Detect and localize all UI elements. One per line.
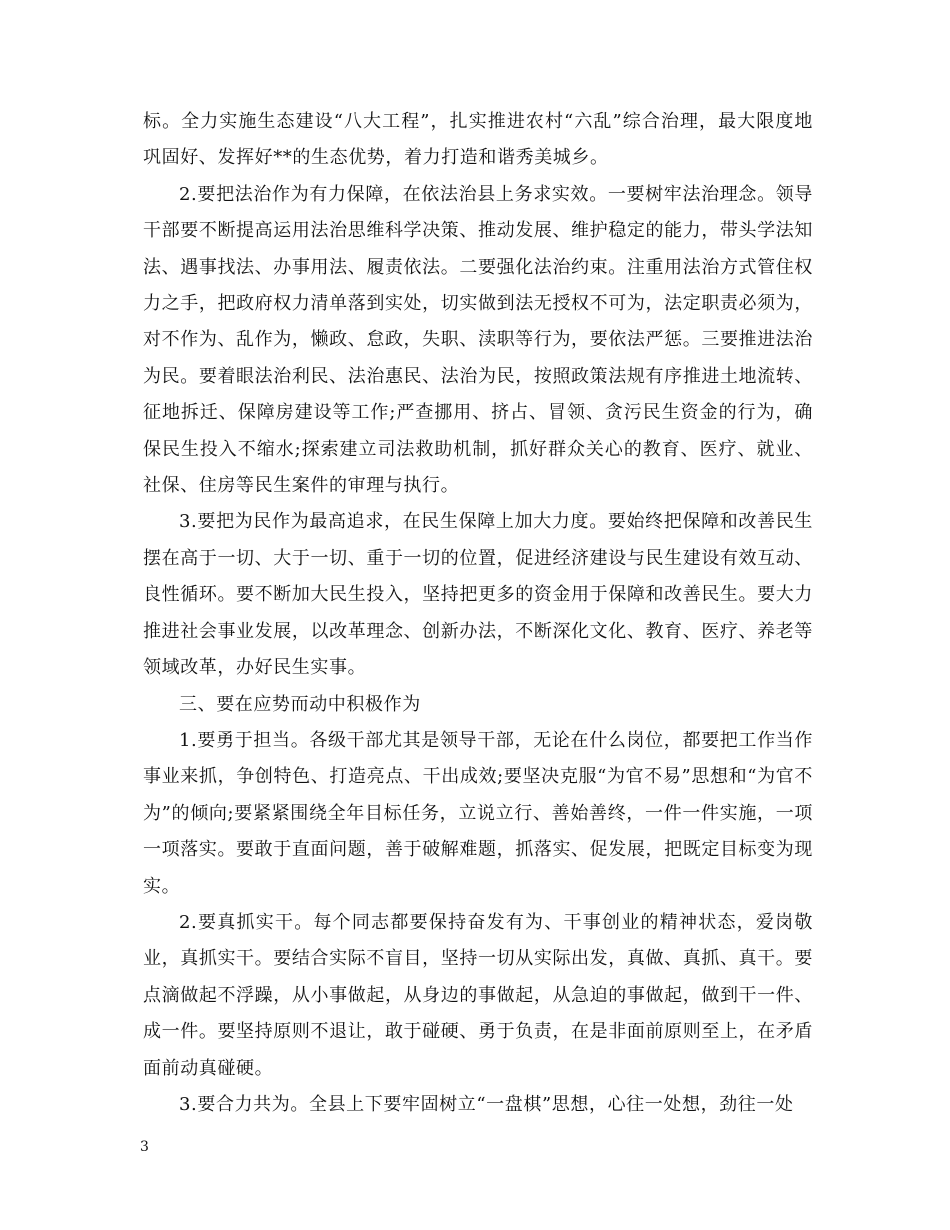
section-heading-3: 三、要在应势而动中积极作为 <box>179 693 421 715</box>
body-text <box>143 104 813 1123</box>
paragraph-responsibility: 1.要勇于担当。各级干部尤其是领导干部，无论在什么岗位，都要把工作当作事业来抓，争创特色、打造亮点、干出成效;要坚决克服“为官不易”思想和“为官不为”的倾向;要紧紧围绕全年目标任务，立说立行、善始善终，一件一件实施，一项一项落实。要敢于直面问题，善于破解难题，抓落实、促发展，把既定目标变为现实。 <box>143 729 813 897</box>
paragraph-rule-of-law: 2.要把法治作为有力保障，在依法治县上务求实效。一要树牢法治理念。领导干部要不断提高运用法治思维科学决策、推动发展、维护稳定的能力，带头学法知法、遇事找法、办事用法、履责依法。二要强化法治约束。注重用法治方式管住权力之手，把政府权力清单落到实处，切实做到法无授权不可为，法定职责必须为，对不作为、乱作为，懒政、怠政，失职、渎职等行为，要依法严惩。三要推进法治为民。要着眼法治利民、法治惠民、法治为民，按照政策法规有序推进土地流转、征地拆迁、保障房建设等工作;严查挪用、挤占、冒领、贪污民生资金的行为，确保民生投入不缩水;探索建立司法救助机制，抓好群众关心的教育、医疗、就业、社保、住房等民生案件的审理与执行。 <box>143 183 813 497</box>
page-number: 3 <box>140 1139 149 1155</box>
paragraph-continuation: 标。全力实施生态建设“八大工程”，扎实推进农村“六乱”综合治理，最大限度地巩固好、发挥好**的生态优势，着力打造和谐秀美城乡。 <box>143 111 813 169</box>
paragraph-joint-effort: 3.要合力共为。全县上下要牢固树立“一盘棋”思想，心往一处想，劲往一处 <box>179 1093 794 1115</box>
paragraph-hard-work: 2.要真抓实干。每个同志都要保持奋发有为、干事创业的精神状态，爱岗敬业，真抓实干。要结合实际不盲目，坚持一切从实际出发，真做、真抓、真干。要点滴做起不浮躁，从小事做起，从身边的事做起，从急迫的事做起，做到干一件、成一件。要坚持原则不退让，敢于碰硬、勇于负责，在是非面前原则至上，在矛盾面前动真碰硬。 <box>143 911 813 1079</box>
paragraph-livelihood: 3.要把为民作为最高追求，在民生保障上加大力度。要始终把保障和改善民生摆在高于一切、大于一切、重于一切的位置，促进经济建设与民生建设有效互动、良性循环。要不断加大民生投入，坚持把更多的资金用于保障和改善民生。要大力推进社会事业发展，以改革理念、创新办法，不断深化文化、教育、医疗、养老等领域改革，办好民生实事。 <box>143 511 813 679</box>
